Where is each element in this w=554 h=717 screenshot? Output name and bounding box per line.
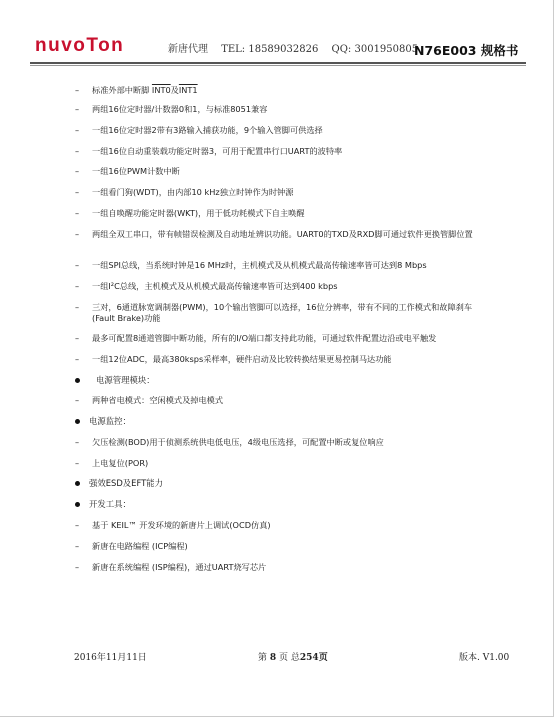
list-item-text: 上电复位(POR) (92, 458, 149, 468)
list-item (75, 302, 490, 324)
document-title: N76E003 规格书 (414, 43, 519, 58)
list-item-text: 最多可配置8通道管脚中断功能，所有的I/O端口都支持此功能，可通过软件配置边沿或电平触发 (92, 333, 437, 343)
bullet-item-text: 强效ESD及EFT能力 (89, 478, 164, 488)
list-item (75, 458, 148, 469)
list-item (75, 562, 266, 573)
list-item (75, 125, 323, 136)
bullet-item (75, 499, 131, 510)
list-item-text: 新唐在系统编程 (ISP编程)，通过UART烧写芯片 (92, 562, 267, 572)
list-item-text: 三对，6通道脉宽调制器(PWM)，10个输出管脚可以选择，16位分辨率，带有不同的工作模式和故障刹车(Fault Brake)功能 (92, 302, 473, 323)
page-header (0, 0, 554, 64)
list-item-text: 一组自唤醒功能定时器(WKT)，用于低功耗模式下自主唤醒 (92, 208, 305, 218)
list-item (75, 208, 305, 219)
total-pages: 254 (299, 653, 319, 663)
header-tel: TEL: 18589032826 (221, 44, 319, 55)
page-prefix: 第 (258, 653, 268, 663)
list-item (75, 166, 180, 177)
list-item-text: 标准外部中断脚 INT0及INT1 (92, 85, 198, 95)
list-item-text: 新唐在电路编程 (ICP编程) (92, 541, 188, 551)
current-page: 8 (269, 653, 277, 663)
bullet-item (75, 416, 131, 427)
dash-marker: – (75, 395, 80, 405)
list-item (75, 281, 338, 292)
list-item (75, 395, 223, 406)
dash-marker: – (75, 302, 80, 312)
list-item-text: 欠压检测(BOD)用于侦测系统供电低电压，4级电压选择，可配置中断或复位响应 (92, 437, 384, 447)
bullet-item (75, 478, 163, 489)
dash-marker: – (75, 229, 80, 239)
bullet-dot-icon (75, 419, 80, 424)
dash-marker: – (75, 281, 80, 291)
header-contact (168, 40, 428, 55)
header-divider-thin (30, 65, 526, 66)
header-qq: QQ: 3001950805 (331, 44, 419, 55)
list-item-text: 基于 KEIL™ 开发环境的新唐片上调试(OCD仿真) (92, 520, 271, 530)
list-item (75, 354, 392, 365)
list-item-text: 一组12位ADC，最高380ksps采样率，硬件启动及比较转换结果更易控制马达功能 (92, 354, 392, 364)
page-mid: 页 总 (279, 653, 300, 663)
list-item (75, 146, 342, 157)
nuvoton-logo: nuvoTon (35, 35, 125, 56)
header-agent: 新唐代理 (168, 44, 208, 55)
list-item-text: 一组看门狗(WDT)，由内部10 kHz独立时钟作为时钟源 (92, 187, 294, 197)
header-divider (30, 62, 526, 64)
list-item (75, 229, 490, 240)
dash-marker: – (75, 125, 80, 135)
list-item (75, 541, 188, 552)
dash-marker: – (75, 520, 80, 530)
dash-marker: – (75, 458, 80, 468)
dash-marker: – (75, 260, 80, 270)
list-item-text: 一组16位PWM计数中断 (92, 166, 180, 176)
list-item-text: 两组全双工串口，带有帧错误检测及自动地址辨识功能。UART0的TXD及RXD脚可通过软件更换管脚位置 (92, 229, 473, 239)
footer-date: 2016年11月11日 (74, 653, 147, 663)
footer-page-number (258, 650, 328, 663)
list-item (75, 85, 198, 96)
list-item-text: 一组16位定时器2带有3路输入捕获功能，9个输入管脚可供选择 (92, 125, 323, 135)
bullet-dot-icon (75, 378, 80, 383)
list-item-text: 两组16位定时器/计数器0和1，与标准8051兼容 (92, 104, 268, 114)
page-suffix: 页 (318, 653, 328, 663)
dash-marker: – (75, 85, 80, 95)
list-item (75, 520, 271, 531)
list-item (75, 187, 293, 198)
list-item (75, 260, 427, 271)
bullet-dot-icon (75, 502, 80, 507)
dash-marker: – (75, 333, 80, 343)
dash-marker: – (75, 166, 80, 176)
bullet-item-text: 电源管理模块： (96, 375, 155, 385)
footer-version: 版本. V1.00 (459, 653, 510, 663)
dash-marker: – (75, 187, 80, 197)
dash-marker: – (75, 146, 80, 156)
list-item (75, 437, 384, 448)
list-item (75, 333, 436, 344)
bullet-item-text: 开发工具： (89, 499, 131, 509)
dash-marker: – (75, 437, 80, 447)
dash-marker: – (75, 354, 80, 364)
list-item-text: 一组16位自动重装载功能定时器3，可用于配置串行口UART的波特率 (92, 146, 343, 156)
list-item (75, 104, 267, 115)
list-item-text: 一组I²C总线，主机模式及从机模式最高传输速率皆可达到400 kbps (92, 281, 338, 291)
list-item-text: 两种省电模式：空闲模式及掉电模式 (92, 395, 224, 405)
bullet-item (75, 375, 155, 386)
dash-marker: – (75, 562, 80, 572)
list-item-text: 一组SPI总线，当系统时钟是16 MHz时，主机模式及从机模式最高传输速率皆可达到8 Mbps (92, 260, 427, 270)
bullet-item-text: 电源监控： (89, 416, 131, 426)
dash-marker: – (75, 541, 80, 551)
dash-marker: – (75, 104, 80, 114)
bullet-dot-icon (75, 481, 80, 486)
dash-marker: – (75, 208, 80, 218)
